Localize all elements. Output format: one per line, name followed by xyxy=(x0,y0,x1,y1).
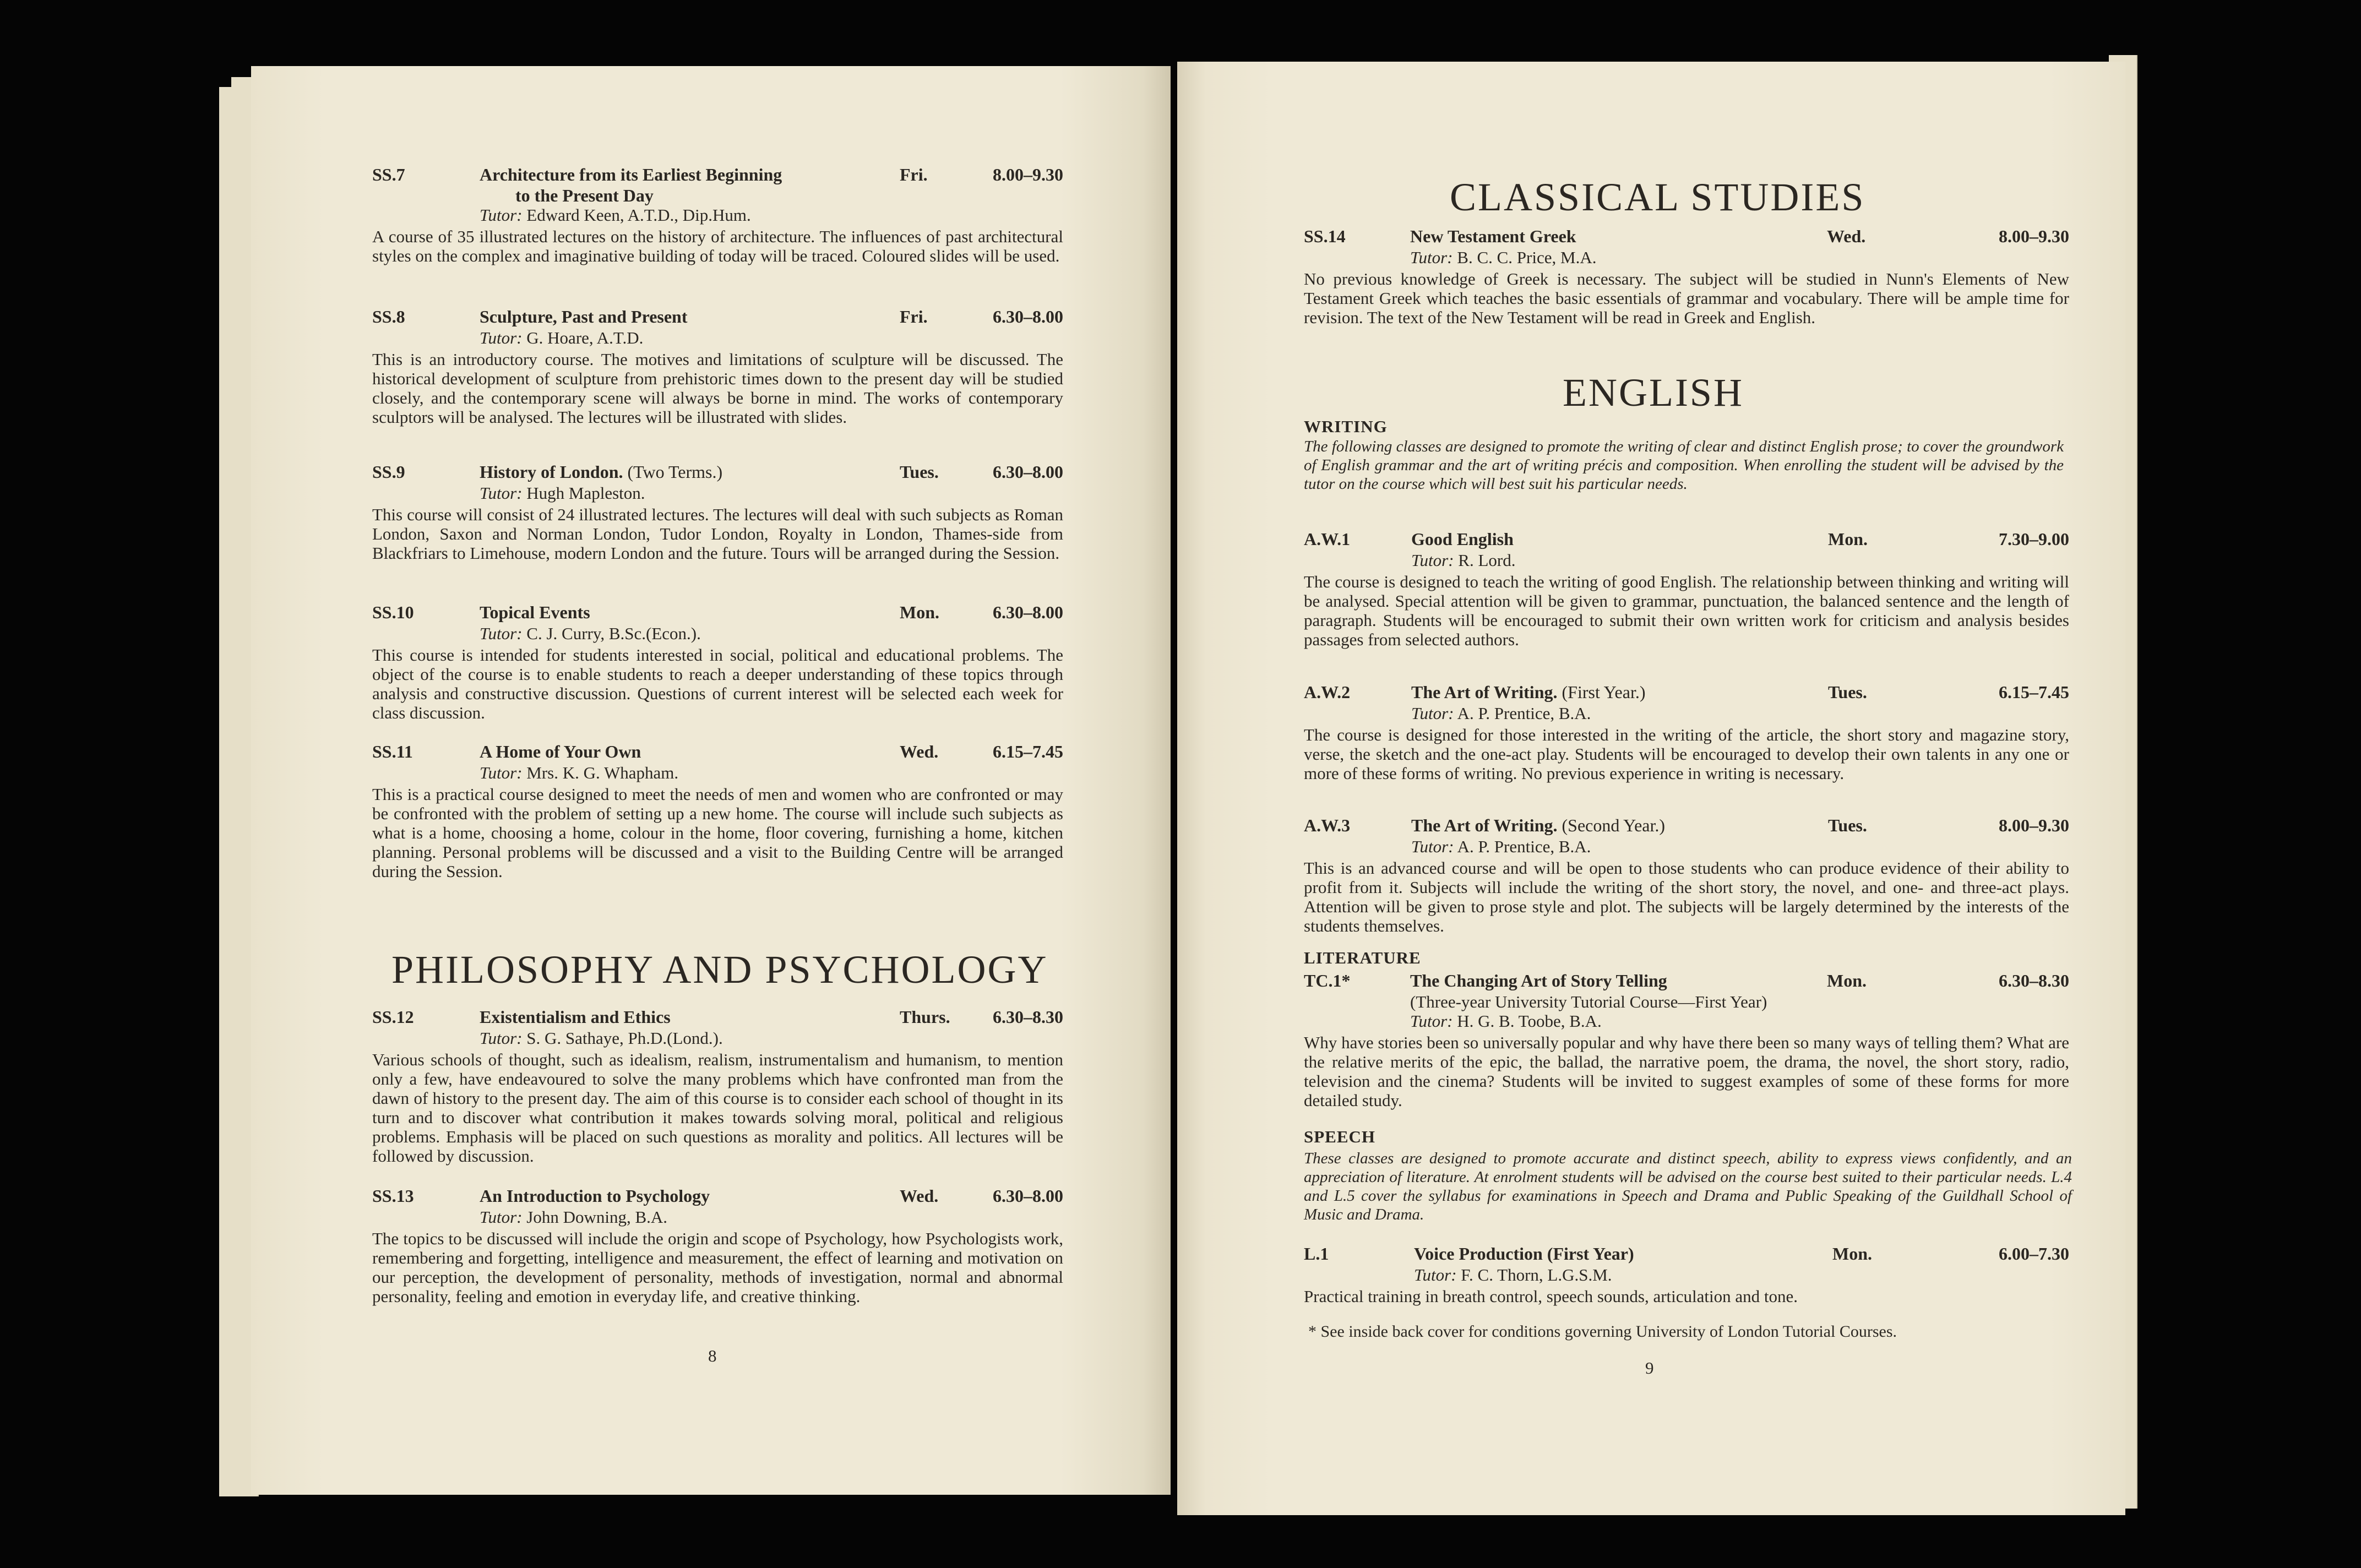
course-subtitle: (Three-year University Tutorial Course—First Year) xyxy=(1410,992,1767,1011)
tutor-label: Tutor: xyxy=(1411,837,1454,856)
course-note: (Two Terms.) xyxy=(627,462,723,482)
course-note: (First Year.) xyxy=(1562,682,1646,702)
course-entry xyxy=(372,1186,1063,1306)
course-tutor xyxy=(372,624,1063,643)
tutor-label: Tutor: xyxy=(480,763,523,782)
course-day: Mon. xyxy=(1828,529,1868,549)
course-time: 7.30–9.00 xyxy=(1999,529,2069,549)
course-time: 8.00–9.30 xyxy=(993,165,1063,184)
course-time: 6.15–7.45 xyxy=(993,742,1063,761)
course-title: The Art of Writing. xyxy=(1411,682,1558,702)
course-title: History of London. xyxy=(480,462,623,482)
course-tutor xyxy=(1304,704,2069,723)
course-tutor xyxy=(372,483,1063,503)
course-day: Wed. xyxy=(1827,226,1866,246)
course-description: The course is designed for those interested in the writing of the article, the short story and magazine story, verse, the sketch and the one-act play. Students will be encouraged to develop their own talents in any one or more of these forms of writing. No previous experience in writing is necessary. xyxy=(1304,725,2069,783)
course-day: Fri. xyxy=(900,307,928,326)
subsection-literature: LITERATURE xyxy=(1304,948,1421,967)
course-time: 6.30–8.30 xyxy=(1999,971,2069,990)
course-time: 8.00–9.30 xyxy=(1999,815,2069,835)
course-tutor xyxy=(372,328,1063,347)
course-day: Wed. xyxy=(900,1186,939,1206)
course-code: SS.14 xyxy=(1304,226,1346,246)
course-description: This is an introductory course. The motives and limitations of sculpture will be discussed. The historical development of sculpture from prehistoric times down to the present day will be studied closely, and the contemporary scene will always be borne in mind. The works of contemporary sculptors will be analysed. The lectures will be illustrated with slides. xyxy=(372,350,1063,427)
course-title: The Art of Writing. xyxy=(1411,815,1558,835)
course-day: Wed. xyxy=(900,742,939,761)
course-header xyxy=(372,1008,1063,1028)
course-subtitle: to the Present Day xyxy=(515,186,654,205)
course-entry xyxy=(372,603,1063,722)
course-header xyxy=(372,165,1063,186)
course-header xyxy=(372,1186,1063,1207)
footnote: * See inside back cover for conditions governing University of London Tutorial Courses. xyxy=(1308,1322,1897,1341)
course-header xyxy=(372,462,1063,483)
course-description: Practical training in breath control, speech sounds, articulation and tone. xyxy=(1304,1287,1798,1306)
course-header xyxy=(1304,530,2069,551)
tutor-name: H. G. B. Toobe, B.A. xyxy=(1457,1011,1602,1031)
course-time: 6.30–8.30 xyxy=(993,1007,1063,1027)
course-tutor xyxy=(372,763,1063,782)
section-title-classical: CLASSICAL STUDIES xyxy=(1450,175,1865,219)
course-title-line xyxy=(480,307,688,326)
tutor-name: G. Hoare, A.T.D. xyxy=(526,328,644,347)
tutor-name: S. G. Sathaye, Ph.D.(Lond.). xyxy=(526,1028,723,1048)
course-title-line xyxy=(480,742,641,761)
course-title: Existentialism and Ethics xyxy=(480,1007,671,1027)
course-tutor xyxy=(1304,837,2069,856)
course-description: Why have stories been so universally popular and why have there been so many ways of telling them? What are the relative merits of the epic, the ballad, the narrative poem, the drama, the novel, the short story, radio, television and the cinema? Students will be invited to suggest examples of some of these forms for more detailed study. xyxy=(1304,1033,2069,1110)
subsection-writing: WRITING xyxy=(1304,417,1388,436)
course-description: Various schools of thought, such as idealism, realism, instrumentalism and humanism, to mention only a few, have endeavoured to solve the many problems which have confronted man from the dawn of history to the present day. The aim of this course is to consider each school of thought in its turn and to discover what contribution it makes towards solving moral, political and religious problems. Emphasis will be placed on such questions as morality and politics. All lectures will be followed by discussion. xyxy=(372,1050,1063,1166)
course-day: Mon. xyxy=(900,602,939,622)
course-title-line xyxy=(480,462,722,482)
course-note: (Second Year.) xyxy=(1562,815,1666,835)
tutor-label: Tutor: xyxy=(480,624,523,643)
course-title-line xyxy=(1411,683,1646,702)
tutor-name: Edward Keen, A.T.D., Dip.Hum. xyxy=(526,205,751,225)
course-time: 6.15–7.45 xyxy=(1999,682,2069,702)
tutor-label: Tutor: xyxy=(480,1207,523,1227)
tutor-label: Tutor: xyxy=(1410,248,1453,267)
course-title: Voice Production (First Year) xyxy=(1414,1244,1634,1264)
course-description: The course is designed to teach the writing of good English. The relationship between thinking and writing will be analysed. Special attention will be given to grammar, punctuation, the balanced sentence and the length of paragraph. Students will be encouraged to submit their own written work for criticism and analysis besides passages from selected authors. xyxy=(1304,572,2069,649)
course-tutor xyxy=(1304,551,2069,570)
speech-intro: These classes are designed to promote accurate and distinct speech, ability to express views confidently, and an appreciation of literature. At enrolment students will be advised on the course best suited to their particular needs. L.4 and L.5 cover the syllabus for examinations in Speech and Drama and Public Speaking of the Guildhall School of Music and Drama. xyxy=(1304,1150,2072,1223)
course-title: Good English xyxy=(1411,529,1514,549)
course-title: The Changing Art of Story Telling xyxy=(1410,971,1667,990)
course-title: Topical Events xyxy=(480,602,590,622)
course-description: This course will consist of 24 illustrated lectures. The lectures will deal with such subjects as Roman London, Saxon and Norman London, Tudor London, Royalty in London, Thames-side from Blackfriars to Limehouse, modern London and the future. Tours will be arranged during the Session. xyxy=(372,505,1063,563)
tutor-label: Tutor: xyxy=(1410,1011,1453,1031)
course-tutor xyxy=(372,1028,1063,1048)
course-time: 8.00–9.30 xyxy=(1999,226,2069,246)
right-page xyxy=(1177,62,2125,1515)
course-day: Fri. xyxy=(900,165,928,184)
course-title-line xyxy=(1411,816,1665,835)
course-day: Thurs. xyxy=(900,1007,950,1027)
course-description: No previous knowledge of Greek is necessary. The subject will be studied in Nunn's Elements of New Testament Greek which teaches the basic essentials of grammar and vocabulary. There will be ample time for revision. The text of the New Testament will be read in Greek and English. xyxy=(1304,269,2069,327)
tutor-label: Tutor: xyxy=(480,328,523,347)
tutor-label: Tutor: xyxy=(1414,1265,1457,1284)
tutor-name: A. P. Prentice, B.A. xyxy=(1457,704,1591,723)
tutor-name: John Downing, B.A. xyxy=(526,1207,668,1227)
tutor-name: Mrs. K. G. Whapham. xyxy=(526,763,679,782)
left-page xyxy=(251,66,1171,1495)
page-number-left: 8 xyxy=(708,1346,717,1365)
course-entry xyxy=(372,462,1063,563)
course-header xyxy=(1304,971,2069,992)
course-tutor xyxy=(1304,1265,2069,1284)
course-title-line xyxy=(1411,530,1514,549)
course-code: A.W.3 xyxy=(1304,815,1351,835)
course-description: This course is intended for students interested in social, political and educational problems. The object of the course is to enable students to reach a deeper understanding of these topics through analysis and constructive discussion. Questions of current interest will be selected each week for class discussion. xyxy=(372,645,1063,722)
course-header xyxy=(1304,1244,2069,1265)
course-title: New Testament Greek xyxy=(1410,226,1576,246)
tutor-name: F. C. Thorn, L.G.S.M. xyxy=(1461,1265,1612,1284)
tutor-label: Tutor: xyxy=(480,483,523,503)
course-title-line xyxy=(480,603,590,622)
course-entry xyxy=(372,165,1063,265)
course-code: SS.9 xyxy=(372,462,405,482)
course-code: A.W.2 xyxy=(1304,682,1351,702)
course-tutor xyxy=(1304,248,2069,267)
course-code: SS.8 xyxy=(372,307,405,326)
course-code: L.1 xyxy=(1304,1244,1329,1264)
tutor-label: Tutor: xyxy=(480,1028,523,1048)
course-tutor xyxy=(372,1207,1063,1227)
course-day: Mon. xyxy=(1832,1244,1872,1264)
course-title: Architecture from its Earliest Beginning xyxy=(480,165,782,184)
course-tutor xyxy=(372,205,1063,225)
course-header xyxy=(1304,227,2069,248)
course-description: The topics to be discussed will include the origin and scope of Psychology, how Psychologists work, remembering and forgetting, intelligence and measurement, the effect of learning and motivation on our perception, the development of personality, methods of investigation, normal and abnormal personality, feeling and emotion in everyday life, and creative thinking. xyxy=(372,1229,1063,1306)
course-title-line xyxy=(1410,227,1576,246)
course-time: 6.30–8.00 xyxy=(993,1186,1063,1206)
tutor-label: Tutor: xyxy=(480,205,523,225)
writing-intro: The following classes are designed to promote the writing of clear and distinct English prose; to cover the groundwork of English grammar and the art of writing précis and composition. When enrolling the student will be advised by the tutor on the course which will best suit his particular needs. xyxy=(1304,438,2064,493)
course-entry xyxy=(372,307,1063,427)
course-entry xyxy=(1304,971,2069,1110)
course-time: 6.30–8.00 xyxy=(993,602,1063,622)
course-title-line xyxy=(480,1008,671,1027)
course-title-line xyxy=(480,165,782,184)
subsection-speech: SPEECH xyxy=(1304,1127,1376,1146)
course-description: This is an advanced course and will be open to those students who can produce evidence of their ability to profit from it. Subjects will include the writing of the short story, the novel, and one- and three-act plays. Attention will be given to prose style and plot. The subjects will be largely determined by the interests of the students themselves. xyxy=(1304,858,2069,935)
course-entry xyxy=(1304,1244,2069,1306)
tutor-label: Tutor: xyxy=(1411,704,1454,723)
course-time: 6.30–8.00 xyxy=(993,462,1063,482)
course-title-line xyxy=(1410,971,1667,990)
tutor-label: Tutor: xyxy=(1411,551,1454,570)
course-header xyxy=(372,603,1063,624)
tutor-name: Hugh Mapleston. xyxy=(526,483,645,503)
tutor-name: C. J. Curry, B.Sc.(Econ.). xyxy=(526,624,701,643)
course-time: 6.30–8.00 xyxy=(993,307,1063,326)
page-number-right: 9 xyxy=(1645,1358,1654,1378)
course-code: SS.11 xyxy=(372,742,413,761)
tutor-name: A. P. Prentice, B.A. xyxy=(1457,837,1591,856)
course-title: A Home of Your Own xyxy=(480,742,641,761)
course-day: Mon. xyxy=(1827,971,1867,990)
course-day: Tues. xyxy=(1828,815,1867,835)
course-description: A course of 35 illustrated lectures on the history of architecture. The influences of past architectural styles on the complex and imaginative building of today will be traced. Coloured slides will be used. xyxy=(372,227,1063,265)
course-header xyxy=(372,307,1063,328)
course-entry xyxy=(372,742,1063,881)
course-code: SS.10 xyxy=(372,602,414,622)
course-header xyxy=(1304,816,2069,837)
course-day: Tues. xyxy=(1828,682,1867,702)
course-entry xyxy=(1304,530,2069,649)
section-title-english: ENGLISH xyxy=(1563,371,1744,415)
tutor-name: B. C. C. Price, M.A. xyxy=(1457,248,1597,267)
course-entry xyxy=(1304,816,2069,935)
course-code: A.W.1 xyxy=(1304,529,1351,549)
course-day: Tues. xyxy=(900,462,939,482)
course-time: 6.00–7.30 xyxy=(1999,1244,2069,1264)
course-tutor xyxy=(1304,1011,2069,1031)
course-code: TC.1* xyxy=(1304,971,1351,990)
course-title-line xyxy=(480,1186,710,1206)
course-title-line xyxy=(1414,1244,1634,1264)
section-title-philosophy: PHILOSOPHY AND PSYCHOLOGY xyxy=(391,948,1048,992)
course-description: This is a practical course designed to meet the needs of men and women who are confronted or may be confronted with the problem of setting up a new home. The course will include such subjects as what is a home, choosing a home, colour in the home, floor covering, furnishing a home, kitchen planning. Personal problems will be discussed and a visit to the Building Centre will be arranged during the Session. xyxy=(372,785,1063,881)
course-entry xyxy=(1304,683,2069,783)
course-entry xyxy=(372,1008,1063,1166)
course-code: SS.12 xyxy=(372,1007,414,1027)
course-code: SS.7 xyxy=(372,165,405,184)
course-header xyxy=(372,742,1063,763)
course-header xyxy=(1304,683,2069,704)
tutor-name: R. Lord. xyxy=(1458,551,1516,570)
course-entry xyxy=(1304,227,2069,327)
course-code: SS.13 xyxy=(372,1186,414,1206)
course-title: Sculpture, Past and Present xyxy=(480,307,688,326)
course-title: An Introduction to Psychology xyxy=(480,1186,710,1206)
